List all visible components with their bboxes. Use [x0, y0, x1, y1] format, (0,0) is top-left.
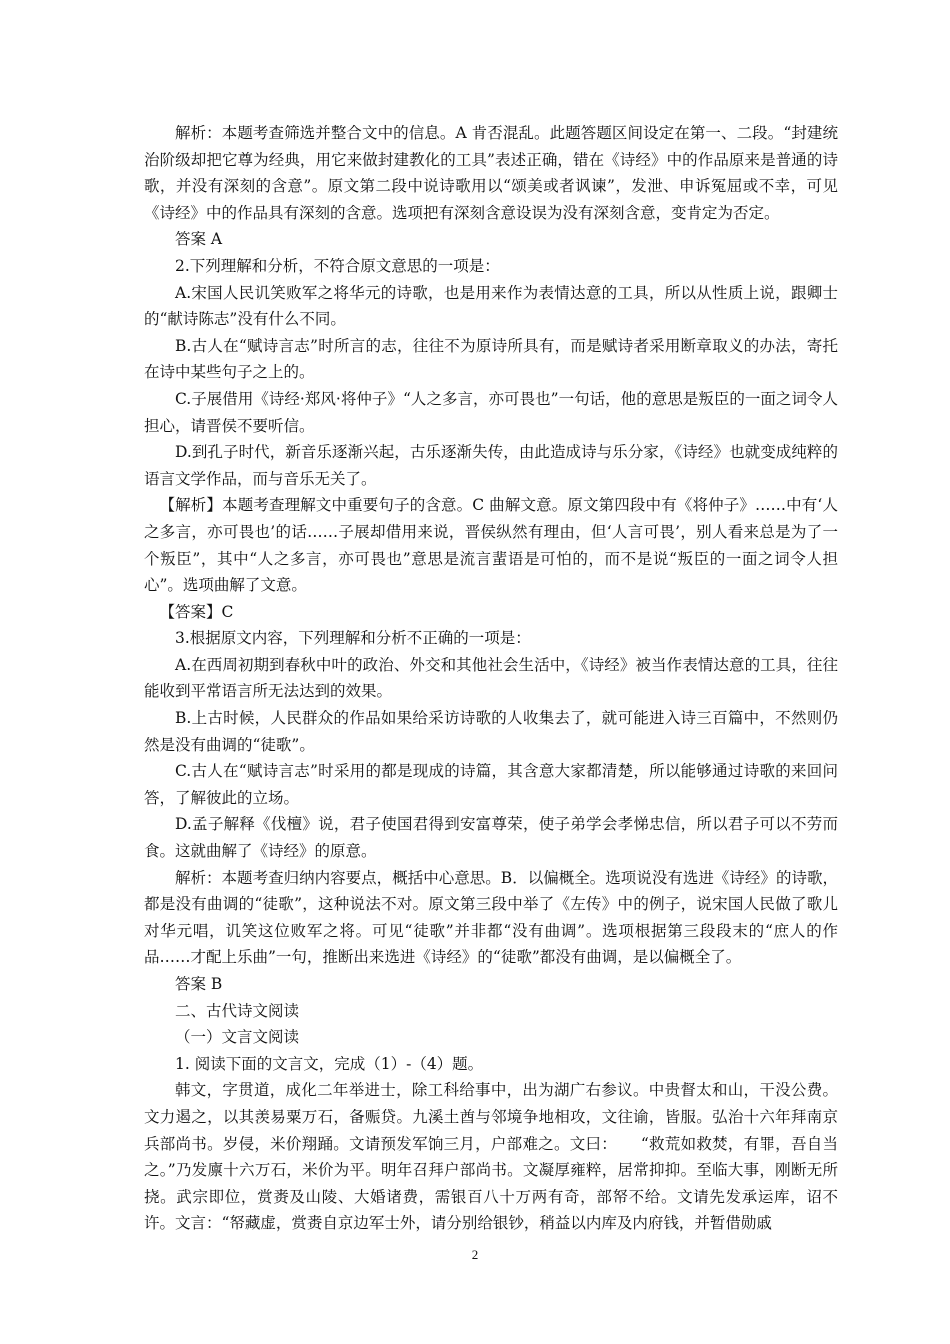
document-body: [144, 120, 838, 1237]
paragraph: A.宋国人民讥笑败军之将华元的诗歌，也是用来作为表情达意的工具，所以从性质上说，跟卿士的“献诗陈志”没有什么不同。: [144, 283, 838, 329]
paragraph: B.古人在“赋诗言志”时所言的志，往往不为原诗所具有，而是赋诗者采用断章取义的办法，寄托在诗中某些句子之上的。: [144, 336, 838, 382]
classical-text-passage: 韩文，字贯道，成化二年举进士，除工科给事中，出为湖广右参议。中贵督太和山，干没公费。文力遏之，以其羡易粟万石，备赈贷。九溪土酋与邻境争地相攻，文往谕，皆服。弘治十六年拜南京兵部尚书。岁侵，米价翔踊。文请预发军饷三月，户部难之。文曰： “救荒如救焚，有罪，吾自当之。”乃发廪十六万石，米价为平。明年召拜户部尚书。文凝厚雍粹，居常抑抑。至临大事，刚断无所挠。武宗即位，赏赉及山陵、大婚诸费，需银百八十万两有奇，部帑不给。文请先发承运库，诏不许。文言：“帑藏虚，赏赉自京边军士外，请分别给银钞，稍益以内库及内府钱，并暂借勋戚: [144, 1081, 838, 1233]
paragraph: 1. 阅读下面的文言文，完成（1）-（4）题。: [175, 1054, 484, 1073]
paragraph: D.孟子解释《伐檀》说，君子使国君得到安富尊荣，使子弟学会孝悌忠信，所以君子可以不劳而食。这就曲解了《诗经》的原意。: [144, 815, 838, 861]
paragraph: A.在西周初期到春秋中叶的政治、外交和其他社会生活中，《诗经》被当作表情达意的工具，往往能收到平常语言所无法达到的效果。: [144, 655, 838, 701]
paragraph: C.古人在“赋诗言志”时采用的都是现成的诗篇，其含意大家都清楚，所以能够通过诗歌的来回问答，了解彼此的立场。: [144, 762, 838, 807]
paragraph: 3.根据原文内容，下列理解和分析不正确的一项是：: [175, 629, 531, 648]
paragraph: C.子展借用《诗经·郑风·将仲子》“人之多言，亦可畏也”一句话，他的意思是叛臣的一面之词令人担心，请晋侯不要听信。: [144, 389, 838, 435]
paragraph: 【答案】C: [159, 602, 234, 621]
paragraph: 解析：本题考查归纳内容要点，概括中心意思。B．以偏概全。选项说没有选进《诗经》的诗歌，都是没有曲调的“徒歌”，这种说法不对。原文第三段中举了《左传》中的例子，说宋国人民做了歌儿对华元唱，讥笑这位败军之将。可见“徒歌”并非都“没有曲调”。选项根据第三段段末的“庶人的作品……才配上乐曲”一句，推断出来选进《诗经》的“徒歌”都没有曲调，是以偏概全了。: [144, 868, 838, 967]
subsection-heading: （一）文言文阅读: [175, 1028, 300, 1047]
paragraph: 解析：本题考查筛选并整合文中的信息。A 肯否混乱。此题答题区间设定在第一、二段。“封建统治阶级却把它尊为经典，用它来做封建教化的工具”表述正确，错在《诗经》中的作品原来是普通的诗歌，并没有深刻的含意”。原文第二段中说诗歌用以“颂美或者讽谏”，发泄、申诉冤屈或不幸，可见《诗经》中的作品具有深刻的含意。选项把有深刻含意设误为没有深刻含意，变肯定为否定。: [144, 124, 838, 222]
paragraph: 2.下列理解和分析，不符合原文意思的一项是：: [175, 256, 500, 275]
paragraph: B.上古时候，人民群众的作品如果给采访诗歌的人收集去了，就可能进入诗三百篇中，不然则仍然是没有曲调的“徒歌”。: [144, 709, 838, 754]
paragraph: D.到孔子时代，新音乐逐渐兴起，古乐逐渐失传，由此造成诗与乐分家，《诗经》也就变成纯粹的语言文学作品，而与音乐无关了。: [144, 443, 838, 488]
section-heading: 二、古代诗文阅读: [175, 1001, 300, 1020]
paragraph: 【解析】本题考查理解文中重要句子的含意。C 曲解文意。原文第四段中有《将仲子》……中有‘人之多言，亦可畏也’的话……子展却借用来说，晋侯纵然有理由，但‘人言可畏’，别人看来总是为了一个叛臣”，其中“人之多言，亦可畏也”意思是流言蜚语是可怕的，而不是说“叛臣的一面之词令人担心”。选项曲解了文意。: [144, 496, 838, 595]
paragraph: 答案 A: [175, 230, 223, 249]
page-number: 2: [471, 1247, 479, 1262]
paragraph: 答案 B: [175, 975, 223, 993]
